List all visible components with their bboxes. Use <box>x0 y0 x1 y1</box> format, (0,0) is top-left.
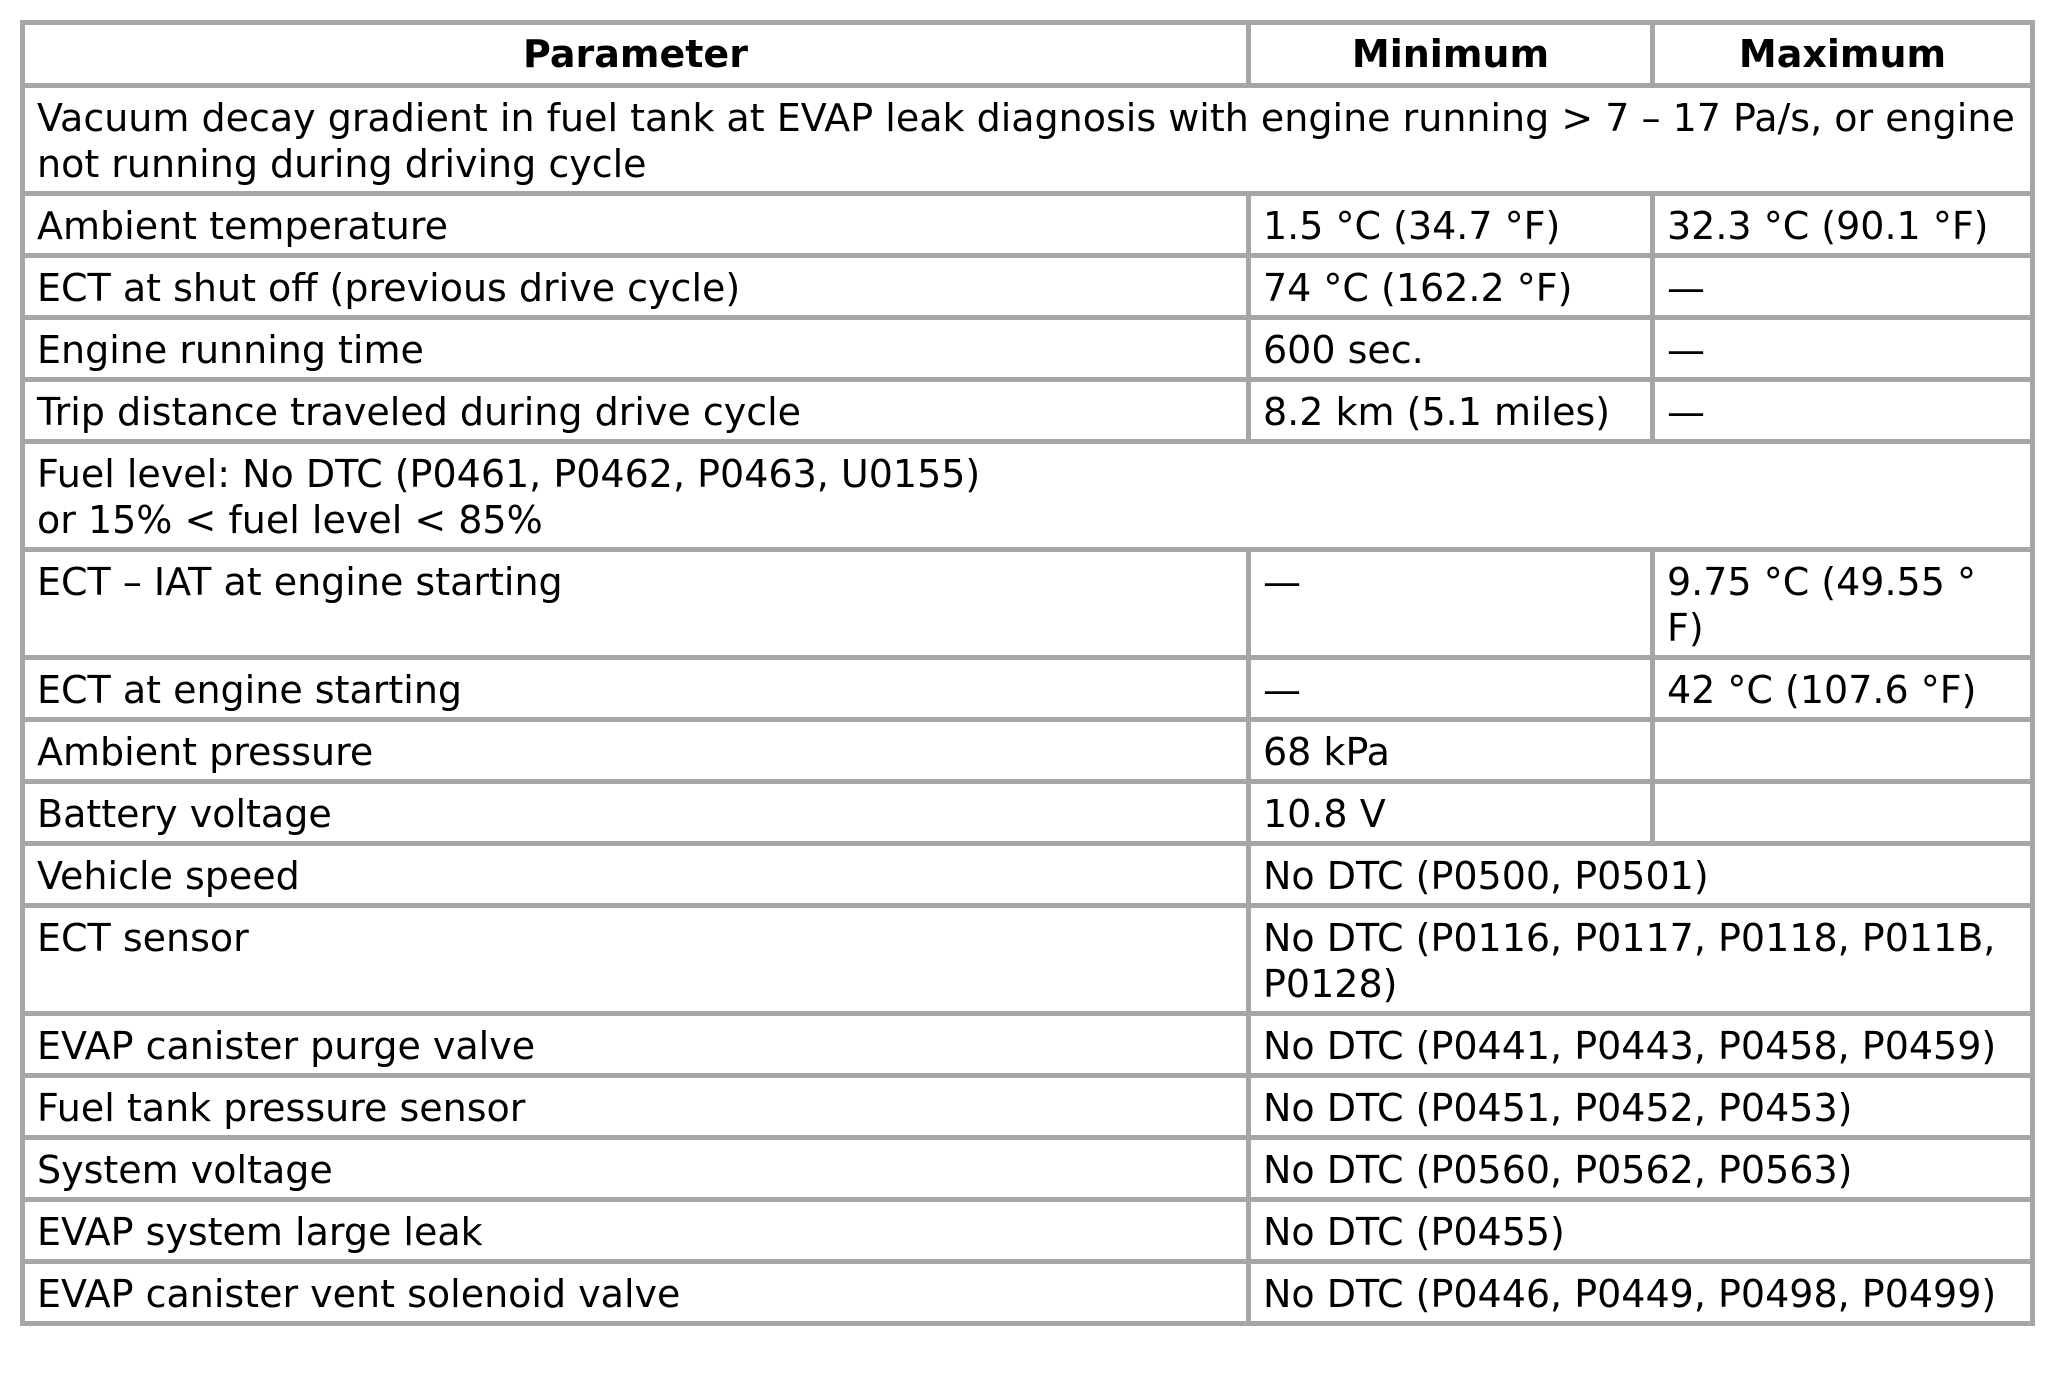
table-header-row <box>23 23 2033 86</box>
max-cell: 42 °C (107.6 °F) <box>1653 658 2033 720</box>
param-cell: ECT – IAT at engine starting <box>23 550 1249 658</box>
min-cell: 8.2 km (5.1 miles) <box>1249 380 1653 442</box>
value-cell: No DTC (P0455) <box>1249 1200 2033 1262</box>
param-cell: EVAP system large leak <box>23 1200 1249 1262</box>
table-row <box>23 318 2033 380</box>
min-cell: 1.5 °C (34.7 °F) <box>1249 194 1653 256</box>
max-cell: 32.3 °C (90.1 °F) <box>1653 194 2033 256</box>
max-cell: — <box>1653 380 2033 442</box>
table-row <box>23 1076 2033 1138</box>
table-row <box>23 720 2033 782</box>
param-cell: Vehicle speed <box>23 844 1249 906</box>
conditions-table-container <box>20 20 2030 1326</box>
table-row <box>23 442 2033 550</box>
table-row <box>23 86 2033 194</box>
min-cell: — <box>1249 658 1653 720</box>
param-cell: Engine running time <box>23 318 1249 380</box>
table-row <box>23 380 2033 442</box>
max-cell: — <box>1653 256 2033 318</box>
table-row <box>23 194 2033 256</box>
header-maximum: Maximum <box>1653 23 2033 86</box>
row-note-vacuum-decay: Vacuum decay gradient in fuel tank at EVAP leak diagnosis with engine running > 7 – 17 Pa/s, or engine not running during driving cycle <box>23 86 2033 194</box>
min-cell: 68 kPa <box>1249 720 1653 782</box>
param-cell: ECT sensor <box>23 906 1249 1014</box>
param-cell: System voltage <box>23 1138 1249 1200</box>
max-cell <box>1653 720 2033 782</box>
min-cell: 74 °C (162.2 °F) <box>1249 256 1653 318</box>
table-row <box>23 1138 2033 1200</box>
param-cell: ECT at engine starting <box>23 658 1249 720</box>
min-cell: — <box>1249 550 1653 658</box>
header-minimum: Minimum <box>1249 23 1653 86</box>
table-row <box>23 658 2033 720</box>
value-cell: No DTC (P0500, P0501) <box>1249 844 2033 906</box>
max-cell <box>1653 782 2033 844</box>
table-row <box>23 1014 2033 1076</box>
table-row <box>23 550 2033 658</box>
value-cell: No DTC (P0451, P0452, P0453) <box>1249 1076 2033 1138</box>
table-row <box>23 906 2033 1014</box>
param-cell: Ambient temperature <box>23 194 1249 256</box>
min-cell: 600 sec. <box>1249 318 1653 380</box>
param-cell: EVAP canister purge valve <box>23 1014 1249 1076</box>
value-cell: No DTC (P0446, P0449, P0498, P0499) <box>1249 1262 2033 1324</box>
value-cell: No DTC (P0560, P0562, P0563) <box>1249 1138 2033 1200</box>
max-cell: 9.75 °C (49.55 ° F) <box>1653 550 2033 658</box>
max-cell: — <box>1653 318 2033 380</box>
row-note-fuel-level: Fuel level: No DTC (P0461, P0462, P0463, U0155) or 15% < fuel level < 85% <box>23 442 2033 550</box>
table-row <box>23 782 2033 844</box>
param-cell: EVAP canister vent solenoid valve <box>23 1262 1249 1324</box>
table-row <box>23 1200 2033 1262</box>
param-cell: Ambient pressure <box>23 720 1249 782</box>
param-cell: Battery voltage <box>23 782 1249 844</box>
table-row <box>23 256 2033 318</box>
value-cell: No DTC (P0116, P0117, P0118, P011B, P0128) <box>1249 906 2033 1014</box>
min-cell: 10.8 V <box>1249 782 1653 844</box>
table-row <box>23 1262 2033 1324</box>
value-cell: No DTC (P0441, P0443, P0458, P0459) <box>1249 1014 2033 1076</box>
conditions-table <box>20 20 2035 1326</box>
param-cell: Fuel tank pressure sensor <box>23 1076 1249 1138</box>
param-cell: Trip distance traveled during drive cycle <box>23 380 1249 442</box>
param-cell: ECT at shut off (previous drive cycle) <box>23 256 1249 318</box>
table-row <box>23 844 2033 906</box>
header-parameter: Parameter <box>23 23 1249 86</box>
